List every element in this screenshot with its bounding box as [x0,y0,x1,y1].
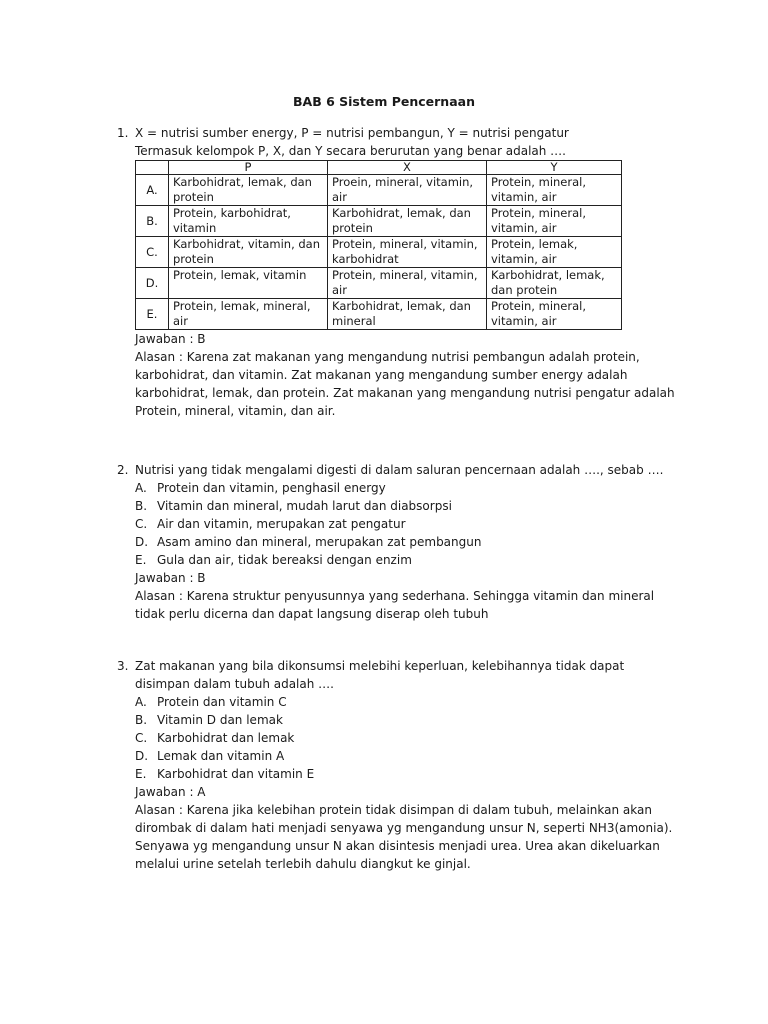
option-letter: D. [136,268,169,299]
table-cell: Protein, mineral, vitamin, air [328,268,487,299]
table-cell: Protein, lemak, vitamin, air [487,237,622,268]
option-text: Lemak dan vitamin A [157,749,285,763]
option-letter: E. [135,553,147,567]
table-cell: Karbohidrat, vitamin, dan protein [169,237,328,268]
option-text: Protein dan vitamin, penghasil energy [157,481,386,495]
reason-text: Alasan : Karena zat makanan yang mengandung nutrisi pembangun adalah protein, karbohidrat, dan vitamin. Zat makanan yang mengandung sumber energy adalah karbohidrat, lemak, dan protein. Zat makanan yang mengandung nutrisi pengatur adalah Protein, mineral, vitamin, dan air. [135,350,675,418]
table-row [136,299,622,330]
question-1 [117,124,677,420]
table-cell: Protein, lemak, mineral, air [169,299,328,330]
option-text: Karbohidrat dan lemak [157,731,295,745]
question-number: 3. [117,659,129,673]
question-number: 1. [117,126,129,140]
list-item [135,711,677,729]
question-text: Nutrisi yang tidak mengalami digesti di dalam saluran pencernaan adalah …., sebab …. [135,463,664,477]
option-text: Asam amino dan mineral, merupakan zat pembangun [157,535,482,549]
question-text: Termasuk kelompok P, X, dan Y secara berurutan yang benar adalah …. [135,144,566,158]
question-text: X = nutrisi sumber energy, P = nutrisi pembangun, Y = nutrisi pengatur [135,126,569,140]
question-text: Zat makanan yang bila dikonsumsi melebihi keperluan, kelebihannya tidak dapat disimpan dalam tubuh adalah …. [135,659,625,691]
table-cell: Protein, karbohidrat, vitamin [169,206,328,237]
answer-text: Jawaban : B [135,571,206,585]
answer-text: Jawaban : A [135,785,206,799]
table-row [136,268,622,299]
question-3 [117,657,677,873]
table-cell: Karbohidrat, lemak, dan protein [328,206,487,237]
answer-table [135,160,622,330]
table-cell: Karbohidrat, lemak, dan protein [169,175,328,206]
question-number: 2. [117,463,129,477]
list-item [135,497,677,515]
reason-text: Alasan : Karena jika kelebihan protein tidak disimpan di dalam tubuh, melainkan akan dirombak di dalam hati menjadi senyawa yg mengandung unsur N, seperti NH3(amonia). Senyawa yg mengandung unsur N akan disintesis menjadi urea. Urea akan dikeluarkan melalui urine setelah terlebih dahulu diangkut ke ginjal. [135,803,673,871]
table-header: P [169,161,328,175]
table-cell: Karbohidrat, lemak, dan mineral [328,299,487,330]
option-letter: A. [135,481,147,495]
option-list [135,479,677,569]
option-letter: D. [135,749,149,763]
table-cell: Proein, mineral, vitamin, air [328,175,487,206]
page-title: BAB 6 Sistem Pencernaan [293,94,475,109]
option-text: Air dan vitamin, merupakan zat pengatur [157,517,406,531]
list-item [135,747,677,765]
table-row [136,206,622,237]
option-letter: D. [135,535,149,549]
table-cell: Protein, mineral, vitamin, air [487,175,622,206]
table-row [136,237,622,268]
table-cell: Protein, mineral, vitamin, air [487,299,622,330]
option-text: Protein dan vitamin C [157,695,287,709]
table-cell: Karbohidrat, lemak, dan protein [487,268,622,299]
option-letter: C. [135,517,148,531]
option-letter: B. [136,206,169,237]
table-cell: Protein, mineral, vitamin, air [487,206,622,237]
list-item [135,479,677,497]
list-item [135,693,677,711]
option-text: Vitamin dan mineral, mudah larut dan diabsorpsi [157,499,452,513]
table-header [136,161,169,175]
option-letter: B. [135,499,148,513]
table-cell: Protein, lemak, vitamin [169,268,328,299]
option-letter: A. [136,175,169,206]
table-row [136,175,622,206]
list-item [135,533,677,551]
option-text: Gula dan air, tidak bereaksi dengan enzim [157,553,412,567]
table-header: X [328,161,487,175]
option-letter: C. [136,237,169,268]
table-cell: Protein, mineral, vitamin, karbohidrat [328,237,487,268]
list-item [135,551,677,569]
reason-text: Alasan : Karena struktur penyusunnya yang sederhana. Sehingga vitamin dan mineral tidak perlu dicerna dan dapat langsung diserap oleh tubuh [135,589,655,621]
option-letter: C. [135,731,148,745]
option-letter: B. [135,713,148,727]
question-2 [117,461,677,623]
answer-text: Jawaban : B [135,332,206,346]
option-text: Karbohidrat dan vitamin E [157,767,315,781]
option-letter: E. [136,299,169,330]
list-item [135,729,677,747]
table-header-row [136,161,622,175]
option-letter: E. [135,767,147,781]
list-item [135,515,677,533]
option-list [135,693,677,783]
option-letter: A. [135,695,147,709]
table-header: Y [487,161,622,175]
list-item [135,765,677,783]
option-text: Vitamin D dan lemak [157,713,283,727]
